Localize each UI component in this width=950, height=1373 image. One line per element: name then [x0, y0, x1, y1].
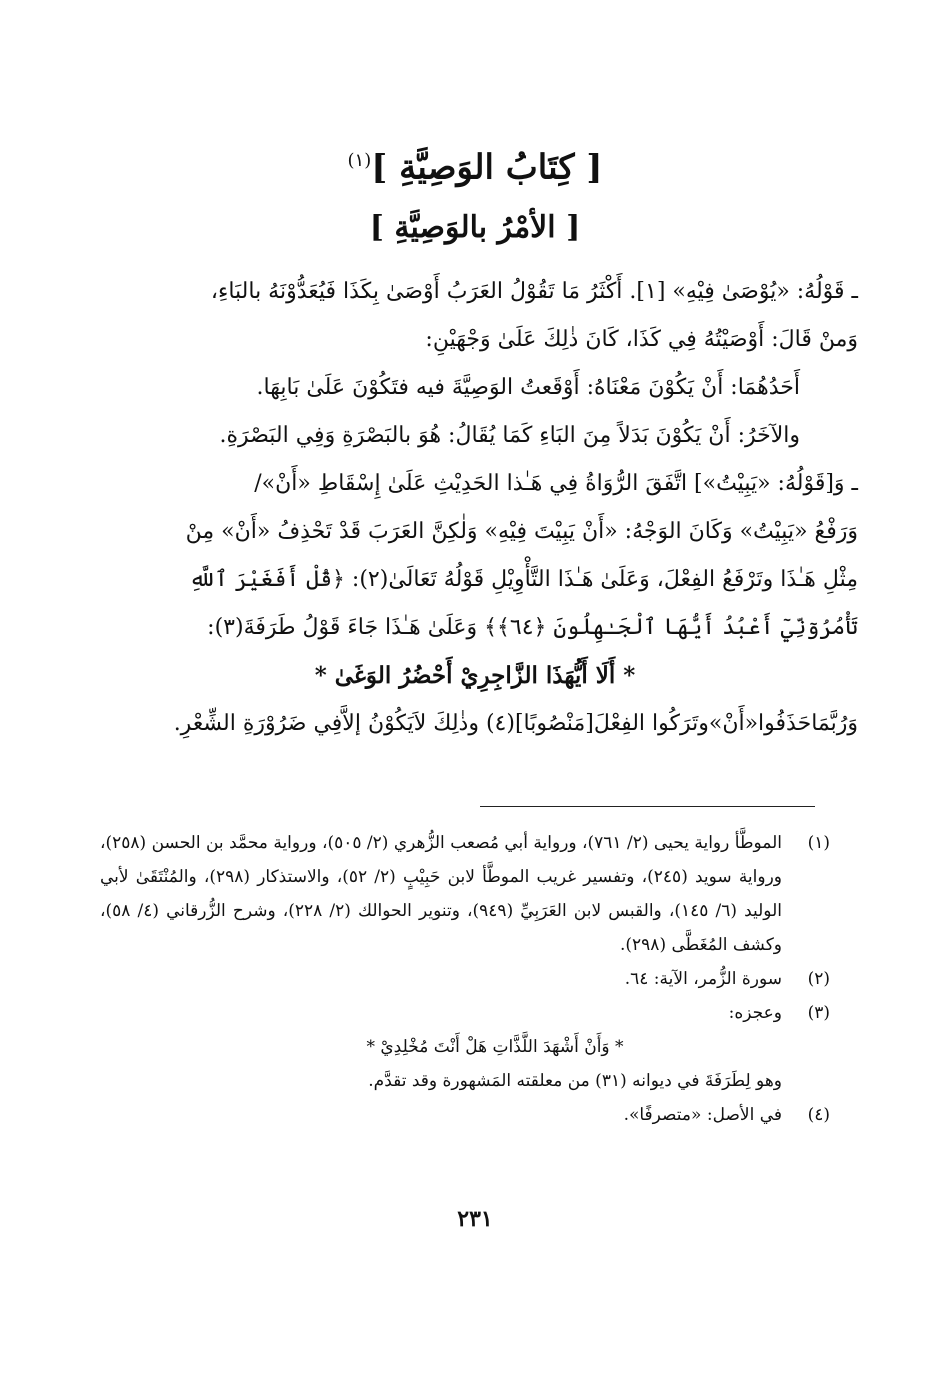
footnote-item: [100, 1098, 830, 1132]
text-line: وَمنْ قَالَ: أَوْصَيْتُهُ فِي كَذَا، كَانَ ذٰلِكَ عَلَىٰ وَجْهَيْنِ:: [425, 327, 858, 352]
footnote-number: (٤): [807, 1105, 830, 1125]
footnote-text: وعجزه:: [728, 1003, 782, 1023]
text-line: وَرُبَّمَاحَذَفُوا«أَنْ»وتَرَكُوا الفِعْلَ[مَنْصُوبًا](٤) وذٰلِكَ لاَيَكُوْنُ إلاَّفِي ضَرُوْرَةِ الشِّعْرِ.: [173, 711, 858, 736]
text-line: تَأْمُرُوٓنِّيٓ أَعْبُدُ أَيُّهَا ٱلْجَـٰهِلُونَ ﴿٦٤﴾﴾ وَعَلَىٰ هَـٰذَا جَاءَ قَوْلُ طَرَفَةَ(٣):: [207, 615, 858, 640]
text-line: ـ وَ[قَوْلُهُ: «يَبِيْتُ»] اتَّفَقَ الرُّوَاةُ فِي هَـٰذا الحَدِيْثِ عَلَىٰ إِسْقَاطِ «أَنْ»/: [254, 471, 858, 496]
main-text: [92, 268, 858, 748]
footnotes: [100, 826, 830, 1132]
footnote-text: في الأصل: «متصرفًا».: [623, 1105, 782, 1125]
chapter-title-footnote-ref: (١): [347, 150, 372, 171]
text-line: وَرَفْعُ «يَبِيْتُ» وَكَانَ الوَجْهُ: «أَنْ يَبِيْتَ فِيْهِ» وَلٰكِنَّ العَرَبَ قَدْ تَحْذِفُ «أَنْ» مِنْ: [185, 519, 858, 544]
poetry-verse: * أَلَا أَيُّهَذَا الزَّاجِرِيْ أَحْضُرُ الوَغَىٰ *: [314, 662, 636, 689]
footnote-text: الموطَّأ رواية يحيى (٢/ ٧٦١)، ورواية أبي مُصعب الزُّهري (٢/ ٥٠٥)، ورواية محمَّد بن الحسن (٢٥٨)، ورواية سويد (٢٤٥)، وتفسير غريب الموطَّأ لابن حَبِيْبٍ (٢/ ٥٢)، والاستذكار (٢٩٨)، والمُنْتَقَىٰ لأبي الوليد (٦/ ١٤٥)، والقبس لابن العَرَبِيِّ (٩٤٩)، وتنوير الحوالك (٢/ ٢٢٨)، وشرح الزُّرقاني (٤/ ٥٨)، وكشف المُغَطَّى (٢٩٨).: [100, 833, 783, 955]
chapter-title-text: [ كِتَابُ الوَصِيَّةِ ]: [371, 147, 603, 188]
chapter-headings: [100, 135, 850, 251]
footnote-item: [100, 826, 830, 962]
footnote-number: (٢): [807, 969, 830, 989]
footnote-number: (١): [807, 833, 830, 853]
footnote-item: [100, 996, 830, 1030]
footnote-verse: * وَأَنْ أَشْهَدَ اللَّذَّاتِ هَلْ أَنْتَ مُخْلِدِيْ *: [366, 1037, 624, 1057]
footnote-continuation: [100, 1064, 830, 1098]
footnote-text: سورة الزُّمر، الآية: ٦٤.: [624, 969, 782, 989]
chapter-title: [348, 135, 603, 193]
page-number: ٢٣١: [457, 1206, 493, 1232]
text-line: مِثْلِ هَـٰذَا وتَرْفَعُ الفِعْلَ، وَعَلَىٰ هَـٰذَا التَّأْوِيْلِ قَوْلُهُ تَعَالَىٰ(٢): ﴿قُلْ أَفَغَيْرَ ٱللَّهِ: [189, 567, 858, 592]
footnote-item: [100, 962, 830, 996]
section-title: [ الأمْرُ بالوَصِيَّةِ ]: [369, 210, 581, 246]
text-line: أَحَدُهُمَا: أَنْ يَكُوْنَ مَعْنَاهُ: أَوْقَعتُ الوَصِيَّةَ فيه فتَكُوْنَ عَلَىٰ بَابِهَا.: [256, 375, 800, 400]
footnote-text: وهو لِطَرَفَةَ في ديوانه (٣١) من معلقته المَشهورة وقد تقدَّم.: [368, 1071, 782, 1091]
text-line: ـ قَوْلُهُ: «يُوْصَىٰ فِيْهِ» [١]. أَكْثَرُ مَا تَقُوْلُ العَرَبُ أَوْصَىٰ بِكَذَا فَيُعَدُّوْنَهُ بالبَاءِ،: [210, 279, 858, 304]
footnote-number: (٣): [807, 1003, 830, 1023]
text-line: والآخَرُ: أَنْ يَكُوْنَ بَدَلاً مِنَ البَاءِ كَمَا يُقَالُ: هُوَ بالبَصْرَةِ وَفِي البَصْرَةِ.: [219, 423, 800, 448]
footnote-separator: [480, 806, 815, 807]
